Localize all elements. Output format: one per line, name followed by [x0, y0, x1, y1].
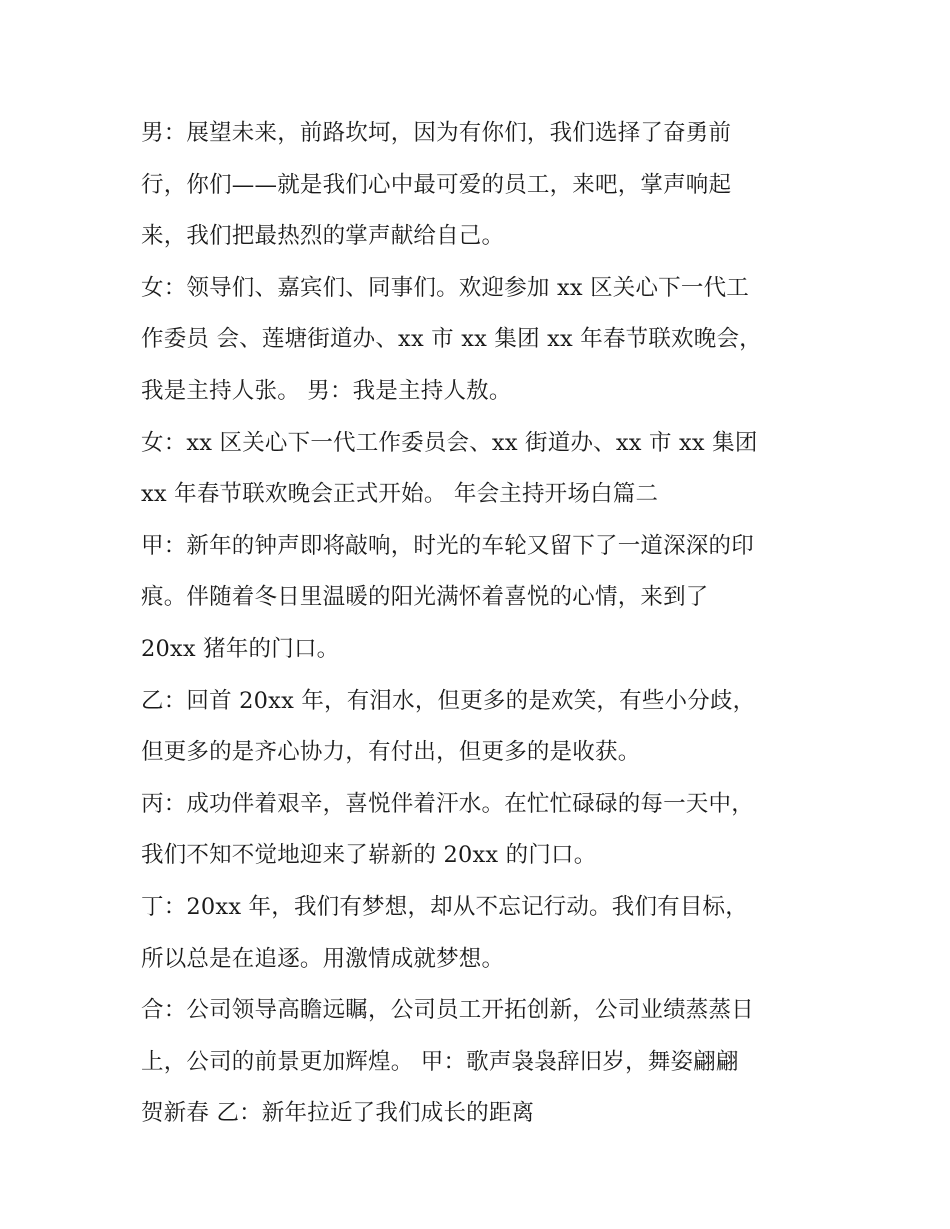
text-line: 痕。伴随着冬日里温暖的阳光满怀着喜悦的心情，来到了 — [141, 584, 709, 611]
text-line: 作委员 会、莲塘街道办、xx 市 xx 集团 xx 年春节联欢晚会， — [141, 326, 762, 353]
text-line: 所以总是在追逐。用激情成就梦想。 — [141, 945, 505, 972]
text-line: xx 年春节联欢晚会正式开始。 年会主持开场白篇二 — [141, 481, 659, 508]
text-line: 女：领导们、嘉宾们、同事们。欢迎参加 xx 区关心下一代工 — [141, 274, 749, 301]
text-line: 来，我们把最热烈的掌声献给自己。 — [141, 223, 505, 250]
script-text-block — [141, 108, 831, 1140]
text-line: 合：公司领导高瞻远瞩，公司员工开拓创新，公司业绩蒸蒸日 — [141, 997, 754, 1024]
text-line: 我们不知不觉地迎来了崭新的 20xx 的门口。 — [141, 842, 597, 869]
text-line: 丁：20xx 年，我们有梦想，却从不忘记行动。我们有目标， — [141, 893, 748, 920]
text-line: 我是主持人张。 男：我是主持人敖。 — [141, 377, 512, 404]
text-line: 乙：回首 20xx 年，有泪水，但更多的是欢笑，有些小分歧， — [141, 687, 756, 714]
text-line: 丙：成功伴着艰辛，喜悦伴着汗水。在忙忙碌碌的每一天中， — [141, 790, 754, 817]
text-line: 女：xx 区关心下一代工作委员会、xx 街道办、xx 市 xx 集团 — [141, 429, 758, 456]
text-line: 20xx 猪年的门口。 — [141, 635, 340, 662]
text-line: 甲：新年的钟声即将敲响，时光的车轮又留下了一道深深的印 — [141, 532, 754, 559]
text-line: 行，你们——就是我们心中最可爱的员工，来吧，掌声响起 — [141, 171, 732, 198]
text-line: 上，公司的前景更加辉煌。 甲：歌声袅袅辞旧岁，舞姿翩翩 — [141, 1048, 739, 1075]
text-line: 男：展望未来，前路坎坷，因为有你们，我们选择了奋勇前 — [141, 120, 732, 146]
text-line: 但更多的是齐心协力，有付出，但更多的是收获。 — [141, 739, 641, 766]
text-line: 贺新春 乙：新年拉近了我们成长的距离 — [141, 1100, 535, 1127]
